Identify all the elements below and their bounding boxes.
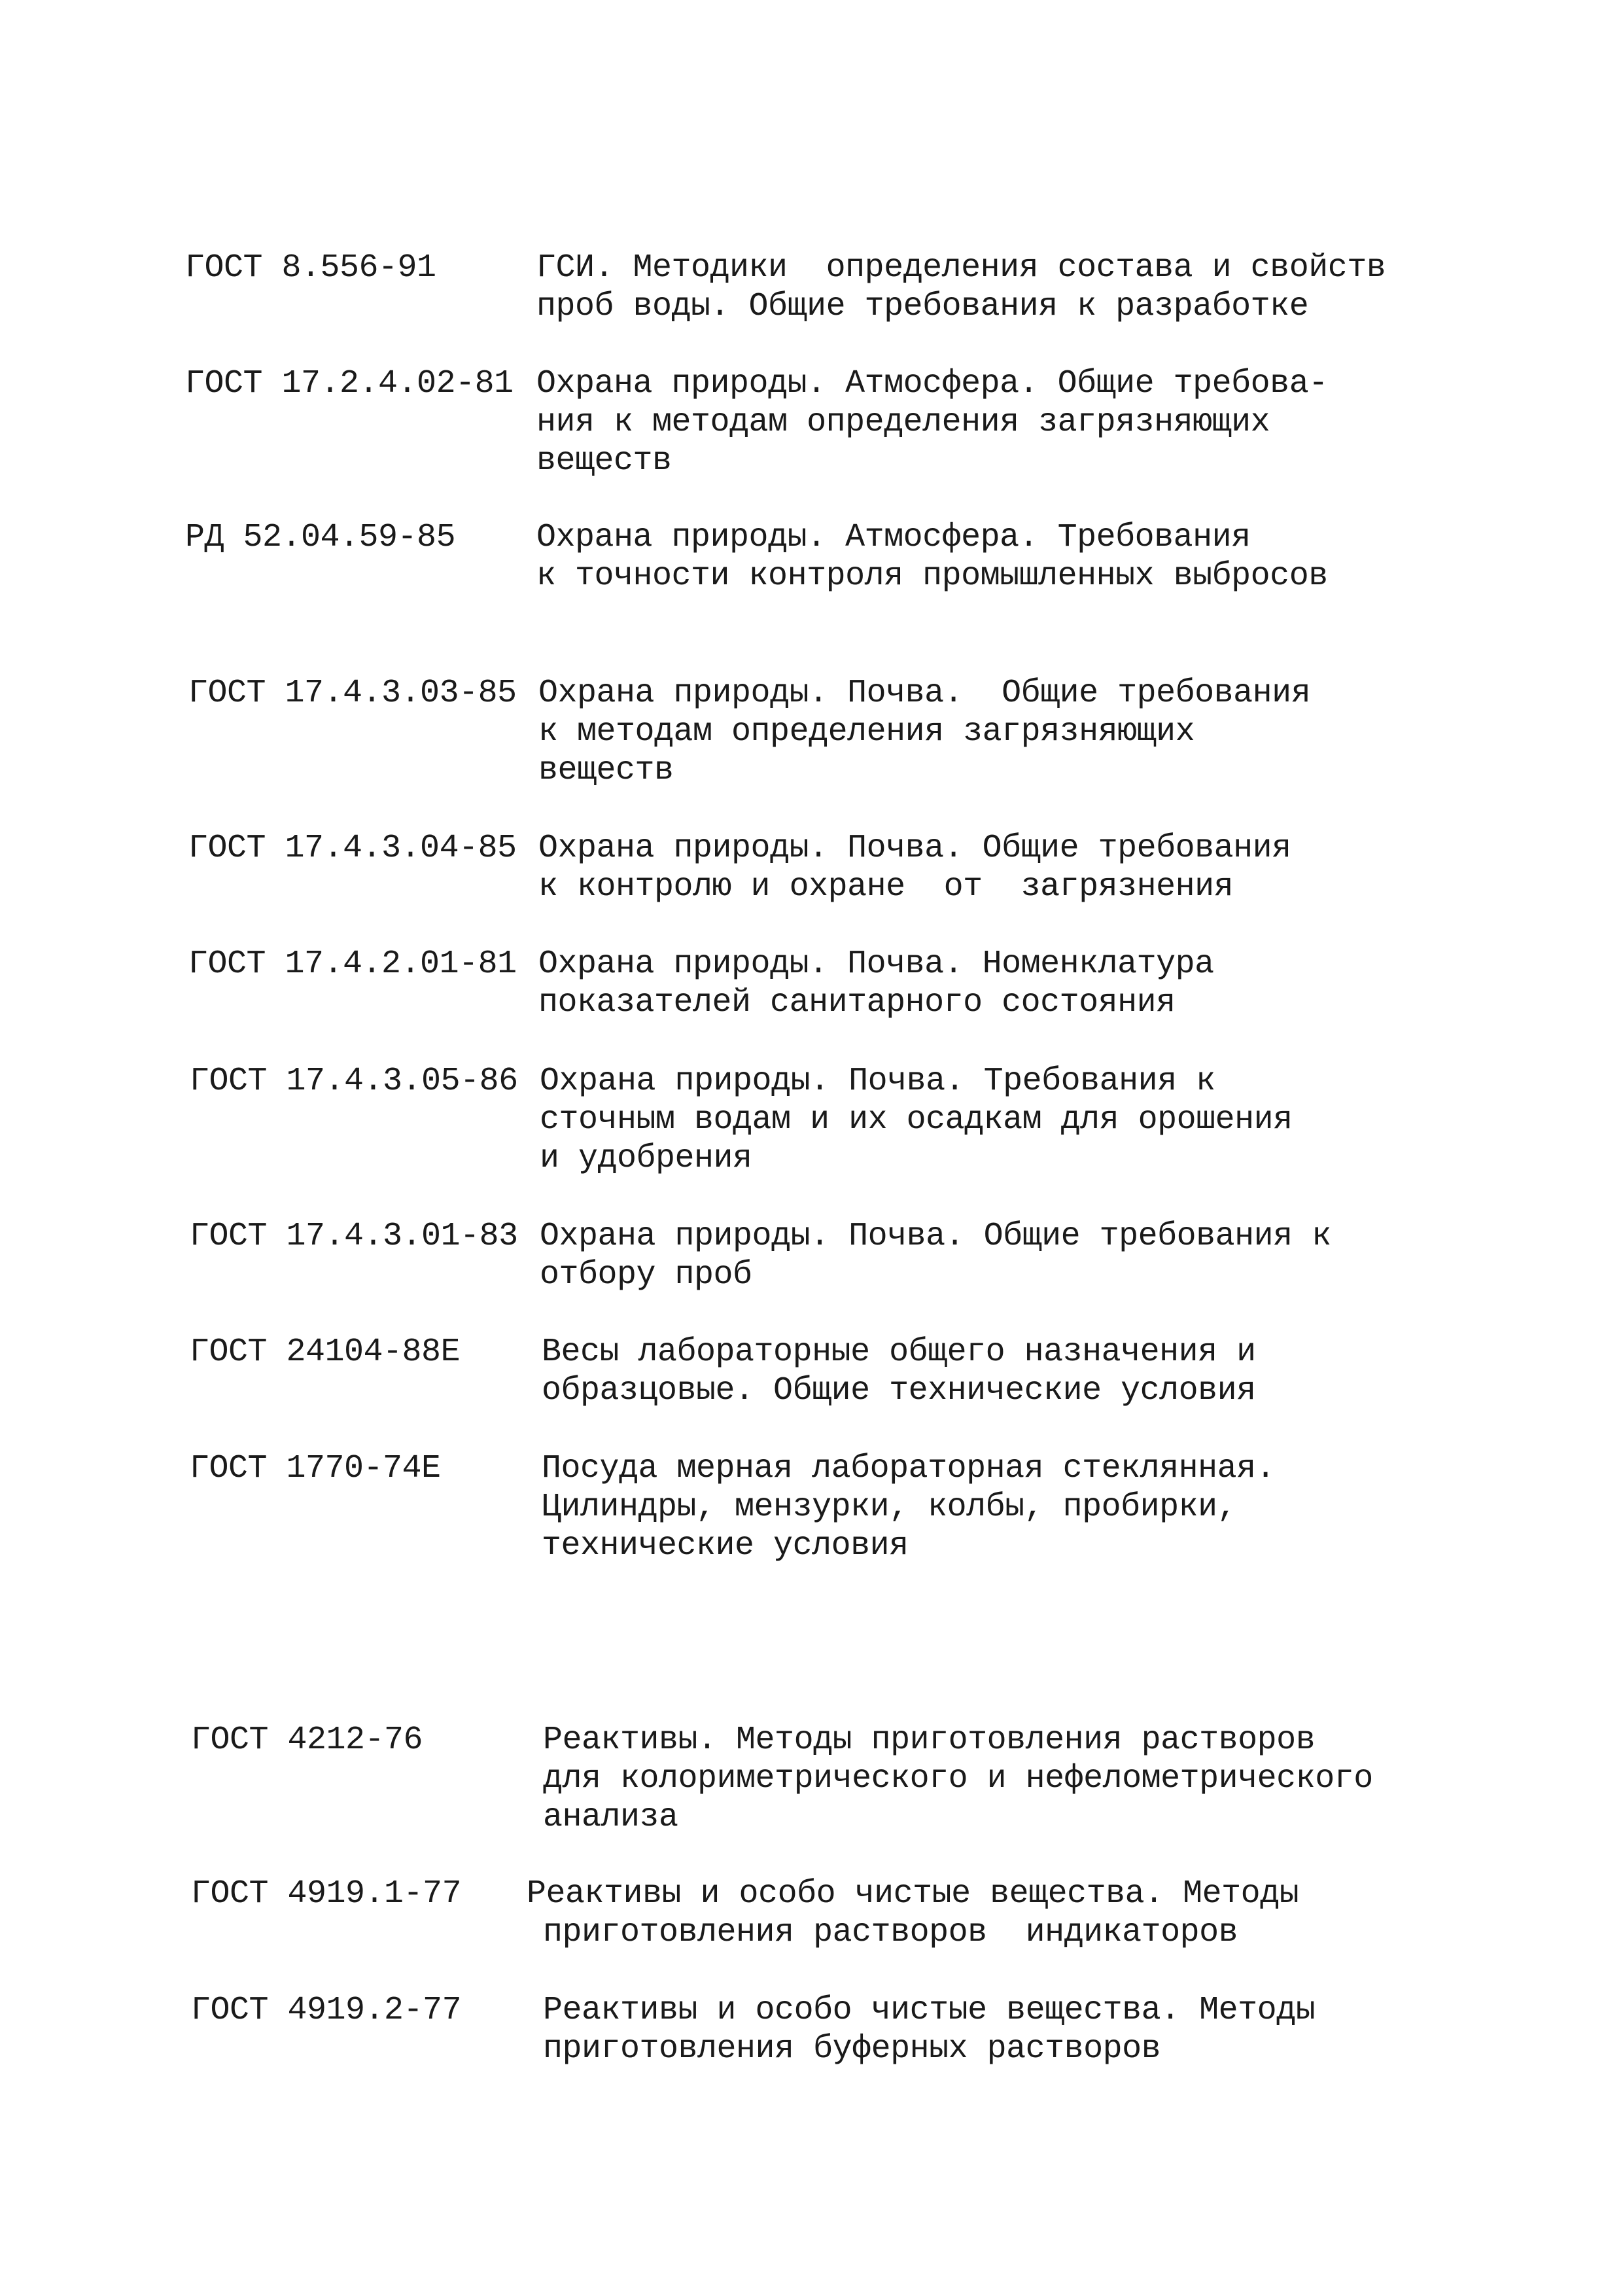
title-line: технические условия	[542, 1527, 909, 1564]
standard-title	[538, 829, 1291, 906]
title-line: Охрана природы. Почва. Общие требования к	[540, 1218, 1331, 1255]
title-line: Охрана природы. Почва. Требования к	[540, 1063, 1215, 1100]
standard-code: ГОСТ 17.4.3.03-85	[188, 675, 517, 712]
standard-code: ГОСТ 17.4.3.04-85	[188, 830, 517, 867]
title-line: Охрана природы. Почва. Общие требования	[538, 675, 1311, 712]
standard-code: ГОСТ 17.4.3.05-86	[190, 1063, 518, 1100]
standard-title	[527, 1875, 1299, 1952]
title-line: показателей санитарного состояния	[538, 984, 1176, 1021]
title-line: анализа	[543, 1799, 678, 1836]
standard-code: ГОСТ 17.2.4.02-81	[185, 365, 514, 402]
standard-code: ГОСТ 4919.1-77	[191, 1875, 462, 1913]
title-line: ния к методам определения загрязняющих	[536, 404, 1270, 441]
title-line: образцовые. Общие технические условия	[542, 1372, 1256, 1409]
title-line: сточным водам и их осадкам для орошения	[540, 1101, 1293, 1139]
standard-title	[540, 1217, 1331, 1294]
standard-title	[543, 1991, 1315, 2068]
title-line: веществ	[536, 442, 672, 480]
standard-title	[540, 1062, 1293, 1178]
standard-title	[542, 1449, 1275, 1565]
title-line: Реактивы. Методы приготовления растворов	[543, 1722, 1316, 1759]
standard-title	[536, 518, 1328, 595]
title-line: и удобрения	[540, 1140, 752, 1177]
standard-title	[536, 364, 1328, 480]
standard-code: ГОСТ 24104-88Е	[190, 1333, 461, 1371]
title-line: Охрана природы. Почва. Номенклатура	[538, 945, 1214, 983]
standard-code: ГОСТ 4212-76	[191, 1722, 423, 1759]
standard-title	[538, 945, 1214, 1022]
title-line: Посуда мерная лабораторная стеклянная.	[542, 1450, 1276, 1487]
standard-code: ГОСТ 17.4.3.01-83	[190, 1218, 518, 1255]
title-line: ГСИ. Методики определения состава и свойств	[536, 249, 1386, 287]
title-line: к контролю и охране от загрязнения	[538, 868, 1234, 906]
standard-code: ГОСТ 17.4.2.01-81	[188, 945, 517, 983]
standard-title	[538, 674, 1310, 790]
standard-code: ГОСТ 1770-74Е	[190, 1450, 441, 1487]
standard-title	[536, 249, 1386, 326]
title-line: веществ	[538, 752, 674, 789]
title-line: для колориметрического и нефелометрического	[543, 1760, 1373, 1797]
standard-code: РД 52.04.59-85	[185, 519, 456, 556]
title-line: Охрана природы. Атмосфера. Общие требова-	[536, 365, 1328, 402]
title-line: Охрана природы. Атмосфера. Требования	[536, 519, 1251, 556]
title-line: Весы лабораторные общего назначения и	[542, 1333, 1256, 1371]
standard-code: ГОСТ 4919.2-77	[191, 1992, 462, 2029]
standard-title	[543, 1721, 1373, 1837]
title-line: к методам определения загрязняющих	[538, 713, 1195, 751]
title-line: к точности контроля промышленных выбросов	[536, 557, 1328, 595]
title-line: приготовления буферных растворов	[543, 2030, 1161, 2068]
standard-title	[542, 1333, 1256, 1410]
title-line: Реактивы и особо чистые вещества. Методы	[543, 1992, 1316, 2029]
title-line: проб воды. Общие требования к разработке	[536, 288, 1309, 325]
title-line: Охрана природы. Почва. Общие требования	[538, 830, 1291, 867]
title-line: Реактивы и особо чистые вещества. Методы	[527, 1875, 1299, 1913]
title-line: приготовления растворов индикаторов	[543, 1914, 1238, 1951]
title-line: отбору проб	[540, 1256, 752, 1294]
title-line: Цилиндры, мензурки, колбы, пробирки,	[542, 1489, 1237, 1526]
standard-code: ГОСТ 8.556-91	[185, 249, 436, 287]
